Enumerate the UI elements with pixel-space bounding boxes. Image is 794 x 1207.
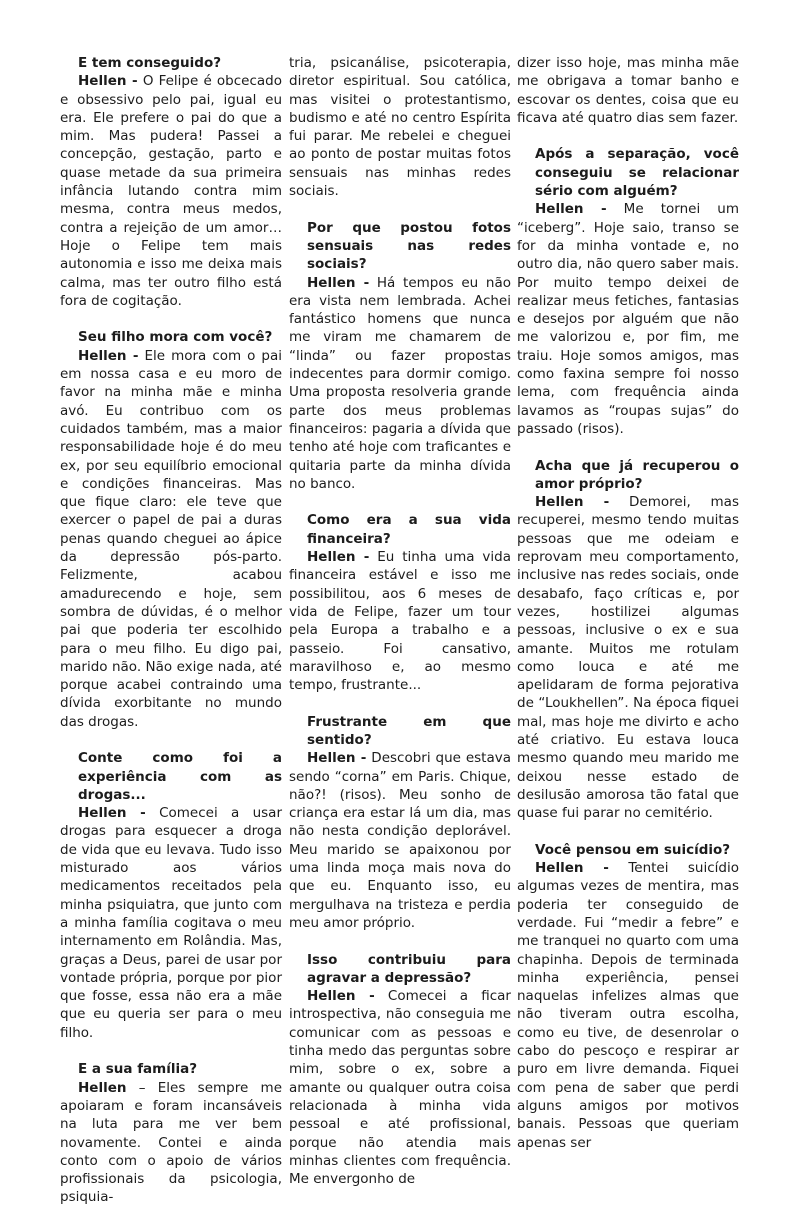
interview-question: Seu filho mora com você? <box>78 329 273 346</box>
section-gap <box>517 822 739 840</box>
interview-question: Conte como foi a experiência com as drogas... <box>78 750 282 803</box>
section-gap <box>517 438 739 456</box>
interview-question: Frustrante em que sentido? <box>307 713 511 748</box>
section-gap <box>517 127 739 145</box>
answer-text: Há tempos eu não era vista nem lembrada. Achei fantástico homens que nunca me viram me chamarem de “linda” ou fazer propostas indecentes para dormir comigo. Uma proposta resolveria grande parte dos meus problemas financeiros: pagaria a dívida que tenho até hoje com traficantes e quitaria parte da minha dívida no banco. <box>289 274 512 492</box>
speaker-label: Hellen - <box>307 549 370 566</box>
column-1 <box>60 54 282 1207</box>
speaker-label: Hellen - <box>307 274 370 291</box>
speaker-label: Hellen - <box>535 860 609 877</box>
section-gap <box>60 731 282 749</box>
interview-question: Você pensou em suicídio? <box>535 841 731 858</box>
answer-text: – Eles sempre me apoiaram e foram incansáveis na luta para me ver bem novamente. Contei e ainda conto com o apoio de vários profissionais da psicologia, psiquia- <box>60 1079 282 1206</box>
interview-answer <box>60 347 282 731</box>
speaker-label: Hellen - <box>307 750 367 767</box>
speaker-label: Hellen - <box>307 988 375 1005</box>
speaker-label: Hellen - <box>78 347 139 364</box>
interview-question: Como era a sua vida financeira? <box>307 512 511 547</box>
column-2 <box>289 54 511 1188</box>
answer-text: Eu tinha uma vida financeira estável e isso me possibilitou, aos 6 meses de vida de Felipe, fazer um tour pela Europa a trabalho e a passeio. Foi cansativo, maravilhoso e, ao mesmo tempo, frustrante... <box>289 549 511 694</box>
interview-answer <box>289 548 511 694</box>
interview-answer <box>289 749 511 932</box>
answer-text: O Felipe é obcecado e obsessivo pelo pai, igual eu era. Ele prefere o pai do que a mim. Mas pudera! Passei a concepção, gestação, parto e quase metade da sua primeira infância lutando contra mim mesma, contra meus medos, contra a rejeição de um amor… Hoje o Felipe tem mais autonomia e isso me deixa mais calma, mas ter outro filho está fora de cogitação. <box>60 73 283 309</box>
answer-text: dizer isso hoje, mas minha mãe me obrigava a tomar banho e escovar os dentes, coisa que eu ficava até quatro dias sem fazer. <box>517 55 739 126</box>
speaker-label: Hellen <box>78 1079 127 1096</box>
interview-answer <box>517 54 739 127</box>
interview-answer <box>60 72 282 310</box>
interview-question: Por que postou fotos sensuais nas redes sociais? <box>307 219 511 273</box>
answer-text: Comecei a usar drogas para esquecer a droga de vida que eu levava. Tudo isso misturado aos vários medicamentos receitados pela minha psiquiatra, que junto com a minha família cogitava o meu internamento em Rolândia. Mas, graças a Deus, parei de usar por vontade própria, porque por pior que fosse, essa não era a mãe que eu queria ser para o meu filho. <box>60 805 283 1041</box>
answer-text: Comecei a ficar introspectiva, não conseguia me comunicar com as pessoas e tinha medo das perguntas sobre mim, sobre o ex, sobre a amante ou qualquer outra coisa relacionada à minha vida pessoal e até profissional, porque não atendia mais minhas clientes com frequência. Me envergonho de <box>289 988 511 1188</box>
section-gap <box>60 310 282 328</box>
section-gap <box>289 694 511 712</box>
answer-text: Demorei, mas recuperei, mesmo tendo muitas pessoas que me odeiam e reprovam meu comportamento, inclusive nas redes sociais, onde desabafo, faço críticas e, por vezes, hostilizei algumas pessoas, inclusive o ex e sua amante. Muitos me rotulam como louca e até me apelidaram de forma pejorativa de “Loukhellen”. Na época fiquei mal, mas hoje me divirto e acho até criativo. Eu estava louca mesmo quando meu marido me deixou nesse estado de desilusão amorosa tão fatal que quase fui parar no cemitério. <box>517 494 739 822</box>
speaker-label: Hellen - <box>535 494 610 511</box>
section-gap <box>289 200 511 218</box>
answer-text: tria, psicanálise, psicoterapia, diretor espiritual. Sou católica, mas visitei o protestantismo, budismo e até no centro Espírita fui parar. Me rebelei e cheguei ao ponto de postar muitas fotos sensuais nas minhas redes sociais. <box>289 55 511 200</box>
answer-text: Me tornei um “iceberg”. Hoje saio, transo se for da minha vontade e, no outro dia, não quero saber mais. Por muito tempo deixei de realizar meus fetiches, fantasias e desejos por alguém que não me valorizou e, por fim, me traiu. Hoje somos amigos, mas como faxina sempre foi nosso lema, com frequência ainda lavamos as “roupas sujas” do passado (risos). <box>517 201 740 437</box>
answer-text: Tentei suicídio algumas vezes de mentira, mas poderia ter conseguido de verdade. Fui “medir a febre” e me tranquei no quarto com uma chapinha. Depois de terminada minha experiência, pensei naquelas infelizes almas que não tiveram outra escolha, como eu tive, de desenrolar o cabo do pescoço e respirar ar puro em livre demanda. Fiquei com pena de saber que perdi alguns amigos por motivos banais. Pessoas que queriam apenas ser <box>517 860 739 1151</box>
interview-question: Acha que já recuperou o amor próprio? <box>535 457 739 492</box>
interview-question: E a sua família? <box>78 1061 198 1078</box>
interview-answer <box>517 493 739 822</box>
speaker-label: Hellen - <box>78 73 138 90</box>
interview-answer <box>517 200 739 438</box>
interview-answer <box>60 1079 282 1207</box>
answer-text: Ele mora com o pai em nossa casa e eu moro de favor na minha mãe e minha avó. Eu contribuo com os cuidados também, mas a maior responsabilidade hoje é do meu ex, por seu equilíbrio emocional e condições financeiras. Mas que fique claro: ele teve que exercer o papel de pai a duras penas quando cheguei ao ápice da depressão pós-parto. Felizmente, acabou amadurecendo e hoje, sem sombra de dúvidas, é o melhor pai que poderia ter escolhido para o meu filho. Eu digo pai, marido não. Não exige nada, até porque acabei contraindo uma dívida exorbitante no mundo das drogas. <box>60 347 283 730</box>
interview-question: E tem conseguido? <box>78 55 222 71</box>
interview-question: Isso contribuiu para agravar a depressão? <box>307 951 511 986</box>
interview-answer <box>289 987 511 1188</box>
interview-answer <box>517 859 739 1152</box>
interview-answer <box>289 274 511 494</box>
answer-text: Descobri que estava sendo “corna” em Paris. Chique, não?! (risos). Meu sonho de criança era estar lá um dia, mas não nesta condição deplorável. Meu marido se apaixonou por uma linda moça mais nova do que eu. Enquanto isso, eu mergulhava na tristeza e perdia meu amor próprio. <box>289 750 512 931</box>
interview-answer <box>60 804 282 1042</box>
section-gap <box>289 493 511 511</box>
interview-question: Após a separação, você conseguiu se relacionar sério com alguém? <box>535 146 739 200</box>
interview-answer <box>289 54 511 200</box>
column-3 <box>517 54 739 1152</box>
speaker-label: Hellen - <box>535 201 607 218</box>
section-gap <box>289 932 511 950</box>
speaker-label: Hellen - <box>78 805 146 822</box>
